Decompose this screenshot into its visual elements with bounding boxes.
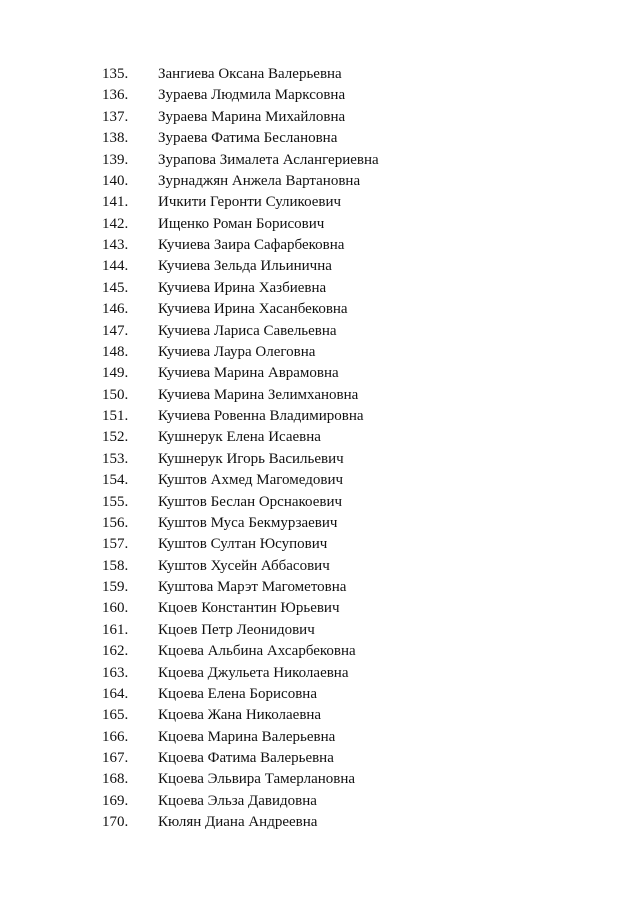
list-item [0,620,640,641]
item-number: 150. [102,386,129,403]
person-name: Зурапова Зималета Аслангериевна [158,151,379,168]
list-item [0,150,640,171]
list-item [0,406,640,427]
person-name: Куштов Хусейн Аббасович [158,557,330,574]
list-item [0,513,640,534]
item-number: 155. [102,493,129,510]
list-item [0,641,640,662]
list-item [0,321,640,342]
item-number: 163. [102,664,129,681]
item-number: 143. [102,237,129,253]
person-name: Кушнерук Игорь Васильевич [158,450,344,467]
item-number: 169. [102,792,129,809]
list-item [0,663,640,684]
person-name: Кцоев Петр Леонидович [158,621,315,638]
person-name: Куштов Султан Юсупович [158,536,328,553]
person-name: Куштов Муса Бекмурзаевич [158,514,338,531]
list-item [0,769,640,790]
list-item [0,256,640,277]
person-name: Кучиева Ровенна Владимировна [158,408,364,424]
item-number: 168. [102,771,129,788]
item-number: 148. [102,343,129,360]
list-item [0,705,640,726]
item-number: 147. [102,322,129,339]
person-name: Кучиева Лариса Савельевна [158,322,337,339]
item-number: 136. [102,87,129,104]
list-item [0,235,640,256]
name-list [0,64,640,834]
item-number: 165. [102,707,129,724]
person-name: Кцоева Джульета Николаевна [158,664,349,681]
person-name: Кучиева Зельда Ильинична [158,258,332,275]
person-name: Ищенко Роман Борисович [158,215,325,232]
item-number: 161. [102,621,129,638]
person-name: Куштова Марэт Магометовна [158,579,347,595]
list-item [0,214,640,235]
item-number: 149. [102,365,129,382]
item-number: 162. [102,643,129,660]
list-item [0,427,640,448]
person-name: Кучиева Ирина Хасанбековна [158,301,348,318]
person-name: Кучиева Марина Зелимхановна [158,386,359,403]
list-item [0,299,640,320]
person-name: Ичкити Геронти Суликоевич [158,194,342,211]
list-item [0,812,640,833]
item-number: 152. [102,429,129,446]
item-number: 139. [102,151,129,168]
person-name: Кцоева Эльвира Тамерлановна [158,771,356,788]
person-name: Кцоева Марина Валерьевна [158,728,336,745]
list-item [0,534,640,555]
item-number: 160. [102,600,129,617]
person-name: Кцоева Фатима Валерьевна [158,750,334,766]
item-number: 157. [102,536,129,553]
item-number: 138. [102,130,129,147]
person-name: Зураева Марина Михайловна [158,108,346,125]
list-item [0,107,640,128]
list-item [0,577,640,598]
item-number: 170. [102,814,129,831]
person-name: Зурнаджян Анжела Вартановна [158,172,361,189]
person-name: Кучиева Лаура Олеговна [158,343,316,360]
item-number: 156. [102,514,129,531]
person-name: Зангиева Оксана Валерьевна [158,66,342,82]
item-number: 135. [102,66,129,82]
list-item [0,342,640,363]
list-item [0,171,640,192]
person-name: Кучиева Заира Сафарбековна [158,237,345,253]
person-name: Зураева Людмила Марксовна [158,87,346,104]
item-number: 166. [102,728,129,745]
item-number: 146. [102,301,129,318]
person-name: Куштов Беслан Орснакоевич [158,493,343,510]
list-item [0,449,640,470]
person-name: Кцоева Эльза Давидовна [158,792,317,809]
list-item [0,278,640,299]
list-item [0,492,640,513]
item-number: 145. [102,279,129,296]
item-number: 167. [102,750,129,766]
person-name: Куштов Ахмед Магомедович [158,472,344,489]
item-number: 159. [102,579,129,595]
item-number: 144. [102,258,129,275]
item-number: 142. [102,215,129,232]
item-number: 141. [102,194,129,211]
list-item [0,128,640,149]
person-name: Зураева Фатима Беслановна [158,130,338,147]
person-name: Кучиева Ирина Хазбиевна [158,279,327,296]
item-number: 153. [102,450,129,467]
person-name: Кюлян Диана Андреевна [158,814,318,831]
list-item [0,192,640,213]
item-number: 140. [102,172,129,189]
list-item [0,791,640,812]
person-name: Кцоева Елена Борисовна [158,685,317,702]
person-name: Кцоев Константин Юрьевич [158,600,340,617]
list-item [0,363,640,384]
item-number: 158. [102,557,129,574]
list-item [0,64,640,85]
person-name: Кучиева Марина Аврамовна [158,365,339,382]
item-number: 164. [102,685,129,702]
person-name: Кцоева Жана Николаевна [158,707,322,724]
item-number: 151. [102,408,129,424]
list-item [0,556,640,577]
item-number: 154. [102,472,129,489]
list-item [0,727,640,748]
person-name: Кушнерук Елена Исаевна [158,429,321,446]
list-item [0,684,640,705]
list-item [0,85,640,106]
list-item [0,748,640,769]
item-number: 137. [102,108,129,125]
list-item [0,385,640,406]
list-item [0,470,640,491]
person-name: Кцоева Альбина Ахсарбековна [158,643,356,660]
list-item [0,598,640,619]
